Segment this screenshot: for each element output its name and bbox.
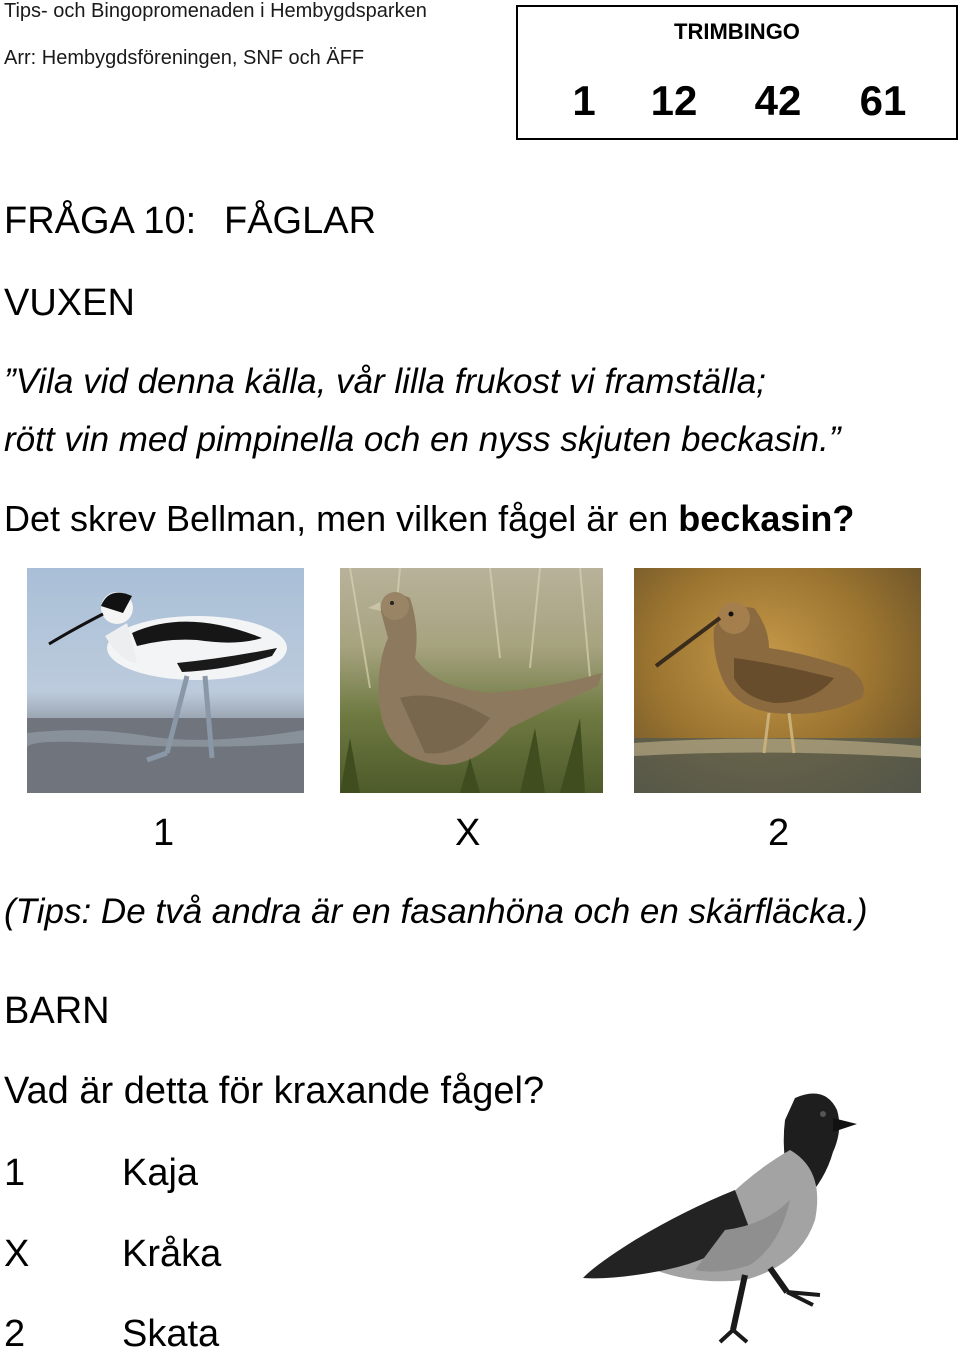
hooded-crow-photo <box>575 1080 875 1353</box>
adult-prompt <box>4 498 854 540</box>
adult-heading: VUXEN <box>4 282 135 324</box>
option-x: X <box>455 812 481 854</box>
option-1: 1 <box>153 812 175 854</box>
bingo-title: TRIMBINGO <box>674 19 800 44</box>
snipe-photo <box>634 568 921 793</box>
header-title: Tips- och Bingopromenaden i Hembygdsparken <box>4 0 427 22</box>
bellman-quote-line1: ”Vila vid denna källa, vår lilla frukost vi framställa; <box>4 362 766 401</box>
avocet-photo <box>27 568 304 793</box>
answer-skata: Skata <box>122 1313 220 1355</box>
answer-key-x: X <box>4 1233 30 1275</box>
bingo-box <box>516 5 958 140</box>
question-label: FRÅGA 10: <box>4 200 197 242</box>
answer-kraka: Kråka <box>122 1233 222 1275</box>
bingo-number: 1 <box>572 77 596 124</box>
header-organizers: Arr: Hembygdsföreningen, SNF och ÄFF <box>4 47 365 69</box>
pheasant-hen-photo <box>340 568 603 793</box>
child-heading: BARN <box>4 990 110 1032</box>
adult-prompt-bold: beckasin? <box>678 498 855 539</box>
option-2: 2 <box>768 812 790 854</box>
question-topic: FÅGLAR <box>224 200 377 242</box>
bingo-number: 42 <box>754 77 802 124</box>
adult-prompt-text: Det skrev Bellman, men vilken fågel är en <box>4 498 679 539</box>
answer-key-2: 2 <box>4 1313 26 1355</box>
child-prompt: Vad är detta för kraxande fågel? <box>4 1070 545 1112</box>
tip-text: (Tips: De två andra är en fasanhöna och en skärfläcka.) <box>4 892 868 931</box>
bingo-number: 61 <box>859 77 907 124</box>
answer-key-1: 1 <box>4 1152 26 1194</box>
answer-kaja: Kaja <box>122 1152 199 1194</box>
bingo-number: 12 <box>650 77 698 124</box>
bellman-quote-line2: rött vin med pimpinella och en nyss skjuten beckasin.” <box>4 420 841 459</box>
